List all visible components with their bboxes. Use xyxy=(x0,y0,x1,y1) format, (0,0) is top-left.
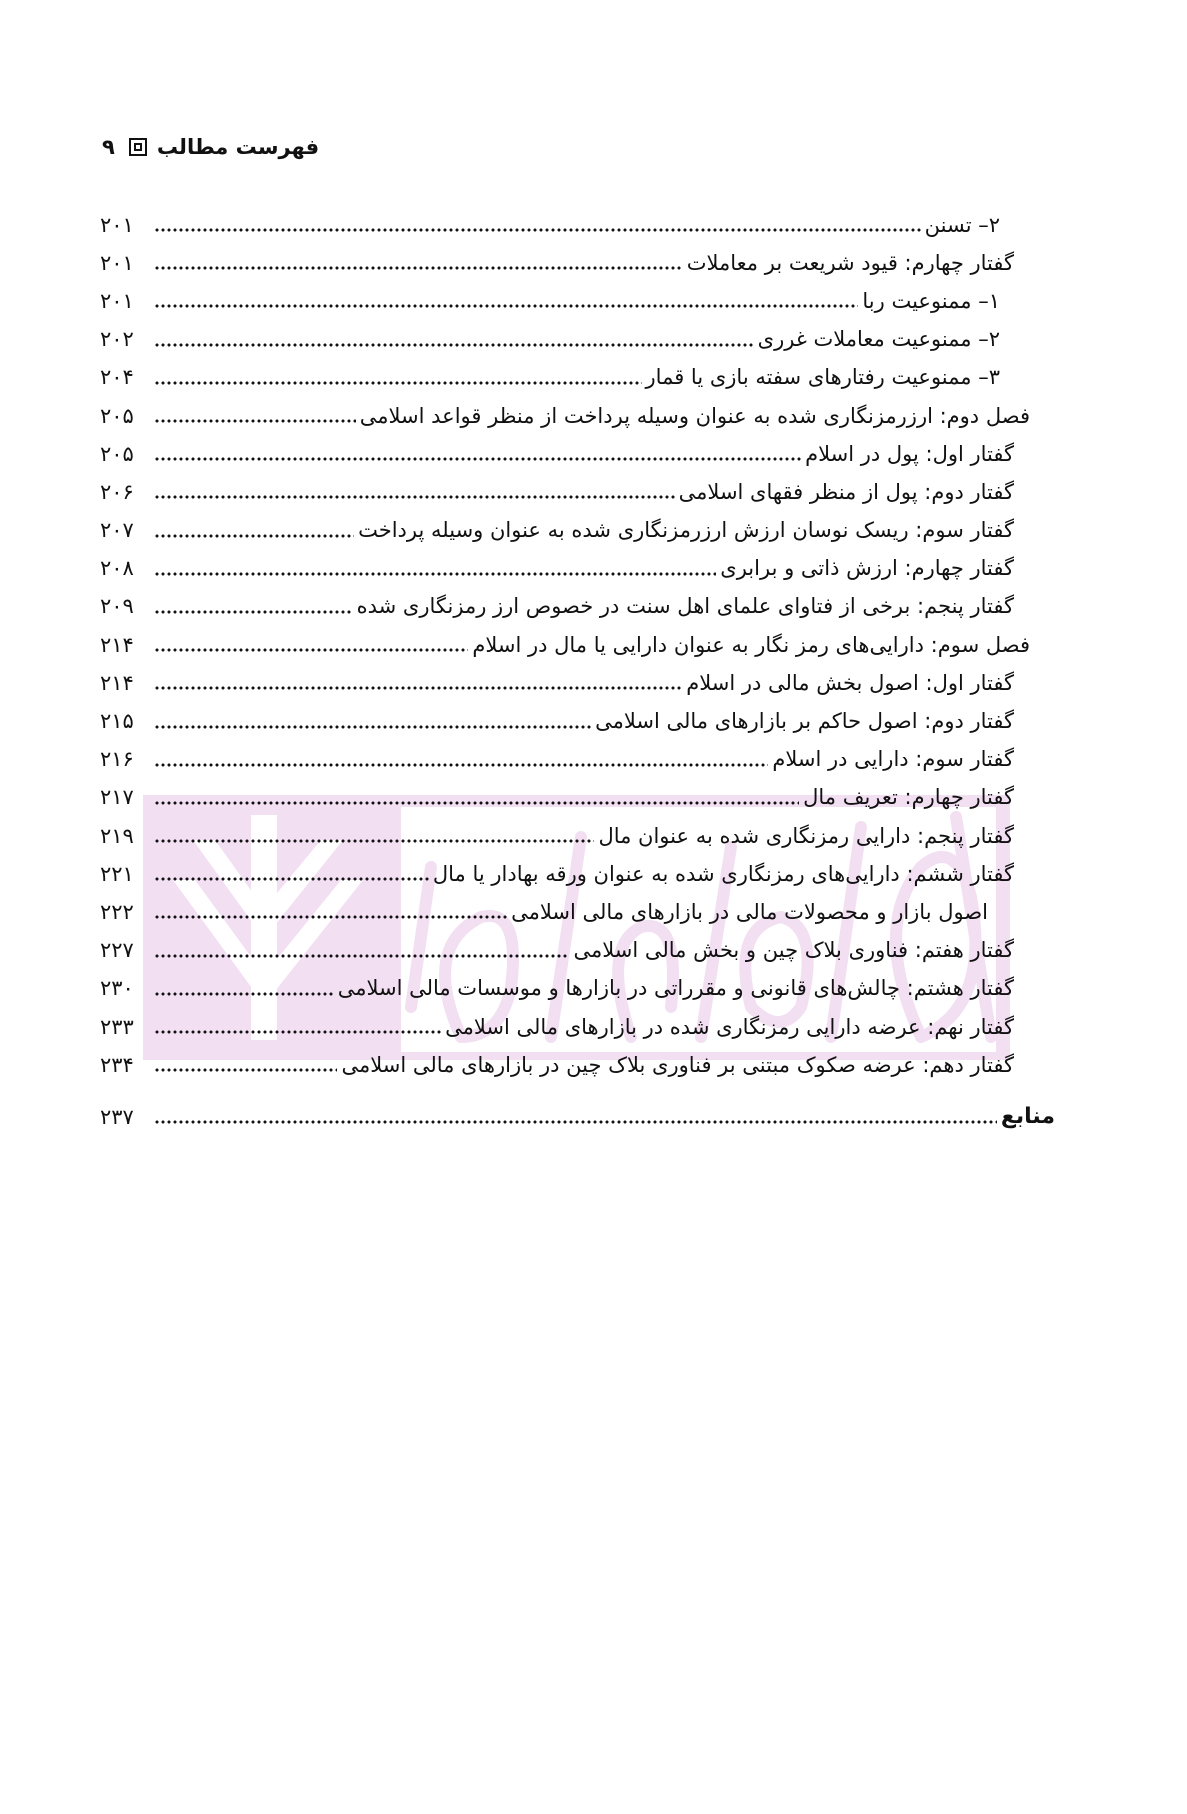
toc-entry[interactable] xyxy=(100,1046,1030,1084)
toc-entry-page: ۲۰۶ xyxy=(100,479,134,504)
toc-entry[interactable] xyxy=(100,817,1030,855)
page-number: ۹ xyxy=(102,135,115,159)
dot-leader xyxy=(154,266,683,270)
toc-entry[interactable] xyxy=(100,893,1030,931)
toc-entry[interactable] xyxy=(100,855,1030,893)
double-square-icon xyxy=(129,138,147,156)
toc-entry-title: گفتار اول: اصول بخش مالی در اسلام xyxy=(686,670,1014,695)
toc-entry-page: ۲۳۰ xyxy=(100,976,134,1001)
dot-leader xyxy=(154,419,356,423)
dot-leader xyxy=(154,801,799,805)
toc-entry[interactable] xyxy=(100,512,1030,550)
toc-entry-title: گفتار ششم: دارایی‌های رمزنگاری شده به عنوان ورقه بهادار یا مال xyxy=(432,861,1014,886)
toc-entry-page: ۲۱۵ xyxy=(100,709,134,734)
toc-entry-title: گفتار دهم: عرضه صکوک مبتنی بر فناوری بلاک چین در بازارهای مالی اسلامی xyxy=(341,1052,1014,1077)
toc-entry-page: ۲۰۷ xyxy=(100,518,134,543)
toc-entry-page: ۲۰۵ xyxy=(100,403,134,428)
table-of-contents xyxy=(100,206,1055,1137)
dot-leader xyxy=(154,763,768,767)
toc-section-heading[interactable] xyxy=(100,397,1030,435)
toc-entry-title: گفتار اول: پول در اسلام xyxy=(805,441,1014,466)
dot-leader xyxy=(154,839,594,843)
toc-entry[interactable] xyxy=(100,244,1030,282)
toc-entry-title: گفتار پنجم: برخی از فتاوای علمای اهل سنت در خصوص ارز رمزنگاری شده xyxy=(356,594,1014,619)
toc-entry-title: فصل سوم: دارایی‌های رمز نگار به عنوان دارایی یا مال در اسلام xyxy=(472,632,1030,657)
page-title: فهرست مطالب xyxy=(156,135,320,159)
dot-leader xyxy=(154,381,642,385)
toc-entry-title: ۲– ممنوعیت معاملات غرری xyxy=(757,327,1000,352)
toc-entry-title: گفتار چهارم: تعریف مال xyxy=(803,785,1014,810)
dot-leader xyxy=(154,495,675,499)
toc-entry-title: اصول بازار و محصولات مالی در بازارهای مالی اسلامی xyxy=(511,899,988,924)
toc-entry-page: ۲۰۱ xyxy=(100,212,134,237)
toc-entry-page: ۲۰۴ xyxy=(100,365,134,390)
toc-entry[interactable] xyxy=(100,435,1030,473)
toc-entry-title: گفتار دوم: پول از منظر فقهای اسلامی xyxy=(678,479,1014,504)
dot-leader xyxy=(154,877,429,881)
toc-entry[interactable] xyxy=(100,702,1030,740)
toc-entry-page: ۲۰۱ xyxy=(100,250,134,275)
running-header xyxy=(102,127,319,167)
toc-entry-title: گفتار سوم: دارایی در اسلام xyxy=(772,747,1014,772)
dot-leader xyxy=(154,228,921,232)
toc-entry[interactable] xyxy=(100,664,1030,702)
toc-entry-title: ۱– ممنوعیت ربا xyxy=(862,288,1000,313)
dot-leader xyxy=(154,686,682,690)
toc-entry-title: گفتار دوم: اصول حاکم بر بازارهای مالی اسلامی xyxy=(595,709,1014,734)
dot-leader xyxy=(154,1068,337,1072)
toc-entry-title: گفتار پنجم: دارایی رمزنگاری شده به عنوان مال xyxy=(598,823,1014,848)
toc-entry-page: ۲۰۲ xyxy=(100,327,134,352)
dot-leader xyxy=(154,648,468,652)
toc-entry[interactable] xyxy=(100,321,1030,359)
toc-entry[interactable] xyxy=(100,1008,1030,1046)
toc-section-heading[interactable] xyxy=(100,626,1030,664)
toc-entry-title: منابع xyxy=(1000,1104,1055,1130)
toc-references-entry[interactable] xyxy=(100,1098,1055,1136)
toc-entry-page: ۲۱۶ xyxy=(100,747,134,772)
toc-entry-page: ۲۳۴ xyxy=(100,1052,134,1077)
toc-entry[interactable] xyxy=(100,932,1030,970)
toc-entry-page: ۲۳۷ xyxy=(100,1104,134,1129)
dot-leader xyxy=(154,304,858,308)
dot-leader xyxy=(154,343,754,347)
dot-leader xyxy=(154,534,354,538)
spacer xyxy=(100,1084,1030,1098)
toc-entry[interactable] xyxy=(100,779,1030,817)
toc-entry[interactable] xyxy=(100,970,1030,1008)
dot-leader xyxy=(154,992,334,996)
dot-leader xyxy=(154,725,591,729)
dot-leader xyxy=(154,1030,441,1034)
toc-entry-title: ۳– ممنوعیت رفتارهای سفته بازی یا قمار xyxy=(645,365,1000,390)
toc-entry-page: ۲۳۳ xyxy=(100,1014,134,1039)
toc-entry-page: ۲۰۸ xyxy=(100,556,134,581)
toc-entry-page: ۲۲۲ xyxy=(100,899,134,924)
toc-entry-title: گفتار نهم: عرضه دارایی رمزنگاری شده در بازارهای مالی اسلامی xyxy=(445,1014,1014,1039)
toc-entry[interactable] xyxy=(100,359,1030,397)
toc-entry-page: ۲۲۱ xyxy=(100,861,134,886)
toc-entry-page: ۲۱۹ xyxy=(100,823,134,848)
toc-entry[interactable] xyxy=(100,206,1030,244)
toc-entry-title: گفتار هشتم: چالش‌های قانونی و مقرراتی در بازارها و موسسات مالی اسلامی xyxy=(337,976,1014,1001)
toc-entry[interactable] xyxy=(100,550,1030,588)
toc-entry-title: گفتار چهارم: ارزش ذاتی و برابری xyxy=(720,556,1014,581)
toc-entry[interactable] xyxy=(100,588,1030,626)
toc-entry[interactable] xyxy=(100,473,1030,511)
dot-leader xyxy=(154,915,507,919)
toc-entry-page: ۲۰۹ xyxy=(100,594,134,619)
dot-leader xyxy=(154,954,569,958)
toc-entry-page: ۲۰۱ xyxy=(100,288,134,313)
dot-leader xyxy=(154,457,801,461)
dot-leader xyxy=(154,1120,997,1124)
dot-leader xyxy=(154,610,353,614)
toc-entry-page: ۲۱۷ xyxy=(100,785,134,810)
toc-entry[interactable] xyxy=(100,741,1030,779)
toc-entry-page: ۲۲۷ xyxy=(100,938,134,963)
toc-entry[interactable] xyxy=(100,282,1030,320)
dot-leader xyxy=(154,572,716,576)
toc-entry-title: گفتار سوم: ریسک نوسان ارزش ارزرمزنگاری شده به عنوان وسیله پرداخت xyxy=(358,518,1014,543)
toc-entry-title: ۲– تسنن xyxy=(924,212,1000,237)
toc-entry-page: ۲۱۴ xyxy=(100,632,134,657)
toc-entry-title: فصل دوم: ارزرمزنگاری شده به عنوان وسیله پرداخت از منظر قواعد اسلامی xyxy=(359,403,1030,428)
toc-entry-page: ۲۱۴ xyxy=(100,670,134,695)
toc-entry-page: ۲۰۵ xyxy=(100,441,134,466)
toc-entry-title: گفتار هفتم: فناوری بلاک چین و بخش مالی اسلامی xyxy=(573,938,1014,963)
toc-entry-title: گفتار چهارم: قیود شریعت بر معاملات xyxy=(686,250,1014,275)
